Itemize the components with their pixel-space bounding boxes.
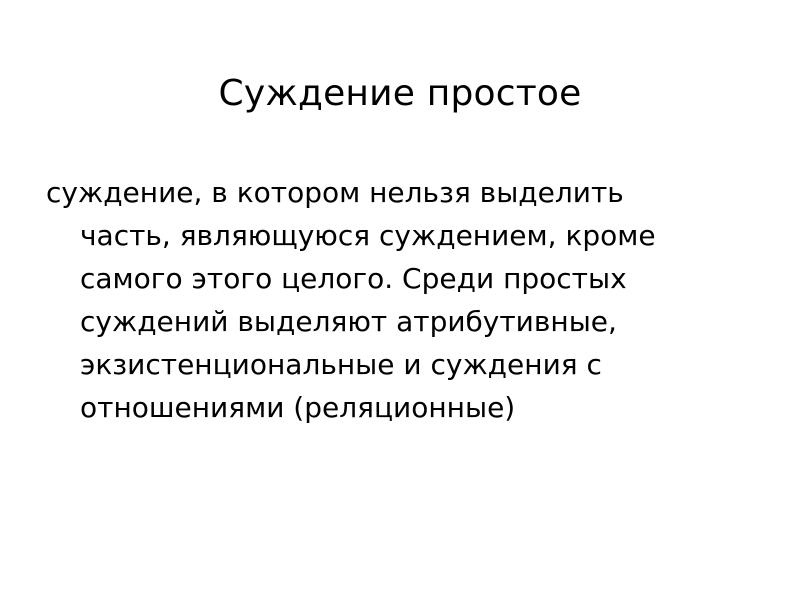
body-paragraph: суждение, в котором нельзя выделить часть, являющуюся суждением, кроме самого этого целого. Среди простых суждений выделяют атрибутивные, экзистенциональные и суждения с отношениями (реляционные) (46, 176, 656, 424)
page-title: Суждение простое (218, 73, 582, 115)
slide-body (46, 143, 706, 457)
